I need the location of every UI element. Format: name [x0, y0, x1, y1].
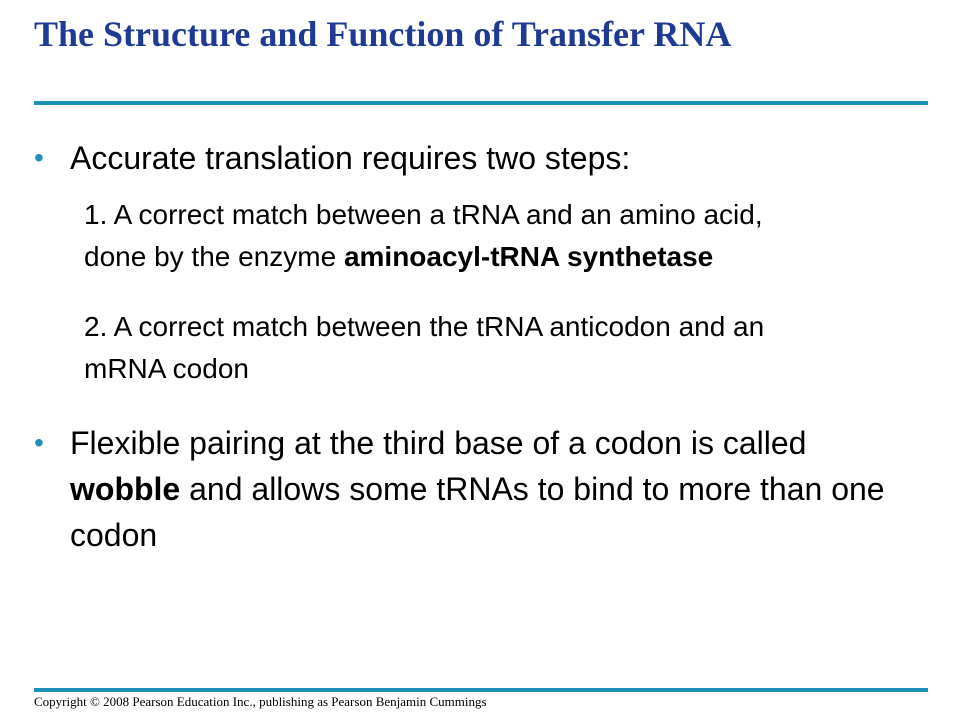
copyright-footer: Copyright © 2008 Pearson Education Inc., publishing as Pearson Benjamin Cummings	[34, 694, 487, 709]
bullet-text: Flexible pairing at the third base of a codon is called	[70, 425, 807, 461]
bullet-item	[34, 138, 934, 178]
sub-item-text: 1. A correct match between a tRNA and an amino acid, done by the enzyme	[84, 199, 763, 272]
bullet-text-continued: and allows some tRNAs to bind to more than one codon	[70, 471, 885, 553]
title-divider	[34, 101, 928, 105]
bullet-item	[34, 420, 910, 558]
sub-item-text: 2. A correct match between the tRNA anticodon and an mRNA codon	[84, 311, 765, 384]
slide-title: The Structure and Function of Transfer RNA	[34, 14, 732, 54]
slide-content	[34, 138, 934, 558]
footer-divider	[34, 688, 928, 692]
bullet-bold-term: wobble	[70, 471, 181, 507]
sub-item	[84, 194, 824, 278]
sub-item	[84, 306, 824, 390]
bullet-icon: •	[34, 427, 44, 458]
sub-item-bold-term: aminoacyl-tRNA synthetase	[343, 241, 714, 272]
bullet-icon: •	[34, 142, 44, 173]
bullet-text: Accurate translation requires two steps:	[70, 140, 631, 176]
